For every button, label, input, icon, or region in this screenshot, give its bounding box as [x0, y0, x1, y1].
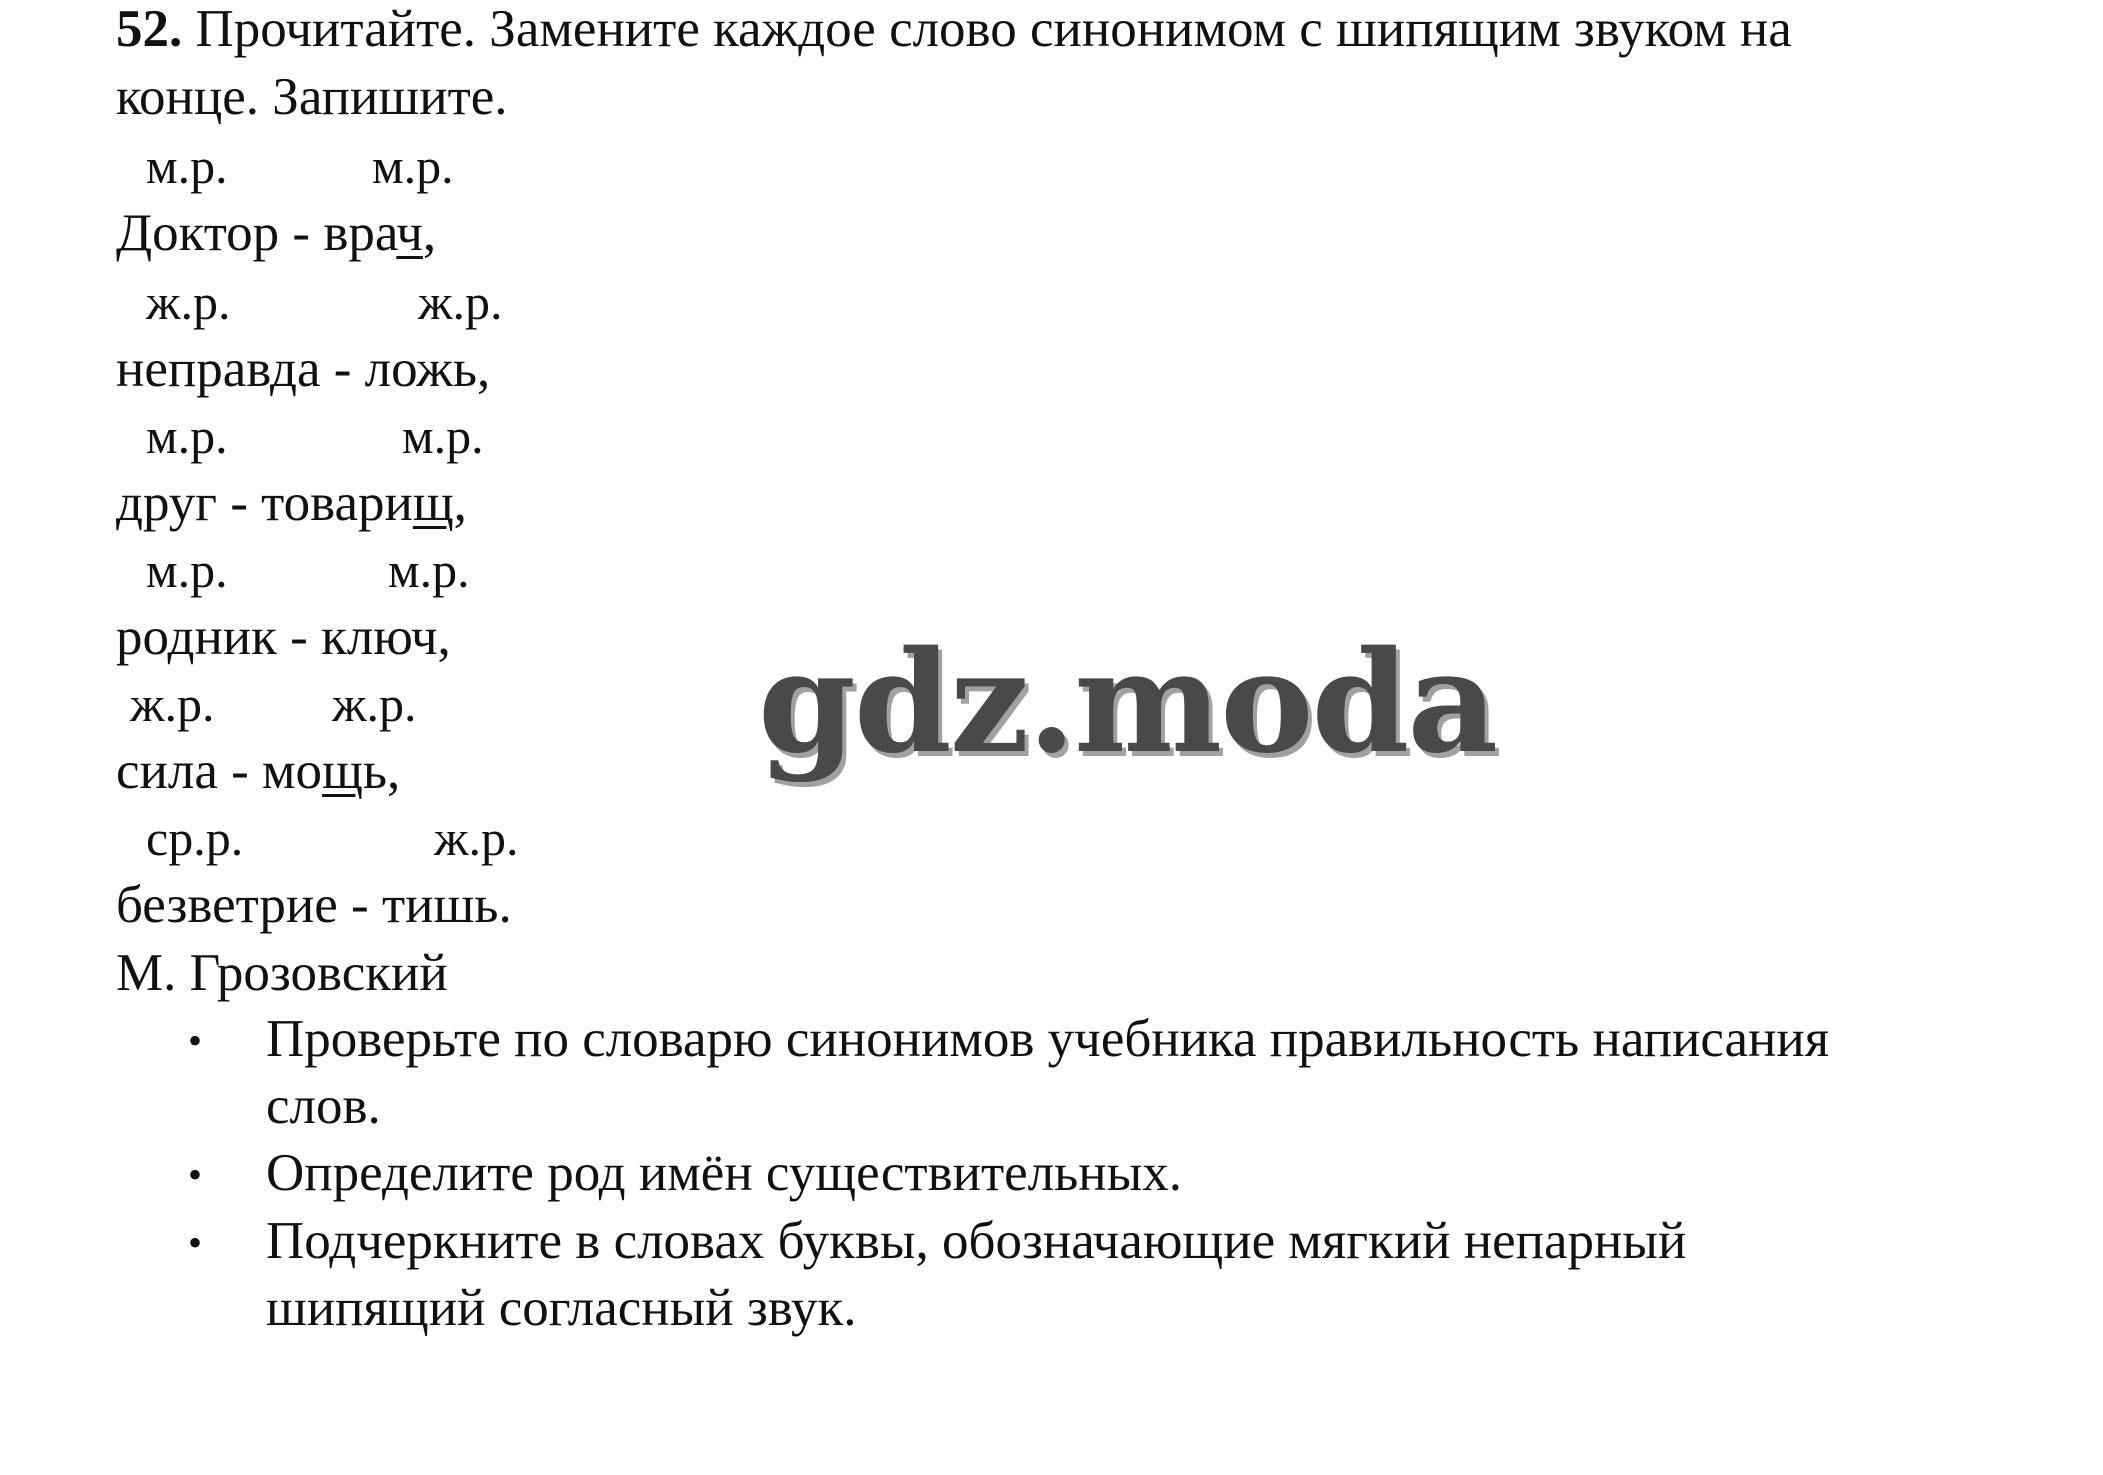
bullet-item: [266, 1208, 2046, 1342]
synonym-text: безветрие - тишь.: [116, 876, 512, 934]
gender-label: м.р.: [146, 408, 228, 464]
gender-label: ж.р.: [332, 676, 417, 732]
bullet-text-line: Подчеркните в словах буквы, обозначающие мягкий непарный: [266, 1212, 1687, 1270]
synonym-text: друг - товари: [116, 474, 413, 532]
task-heading: [116, 0, 1792, 62]
watermark-logo: gdz.moda: [758, 621, 1497, 785]
bullet-text-line: Определите род имён существительных.: [266, 1144, 1183, 1202]
bullet-item: [266, 1006, 2046, 1140]
bullet-item: [266, 1140, 2046, 1207]
synonym-pair: [116, 604, 451, 670]
gender-label: ж.р.: [418, 274, 503, 330]
gender-label: ж.р.: [434, 810, 519, 866]
synonym-text: родник - ключ,: [116, 608, 451, 666]
synonym-pair: [116, 470, 467, 536]
task-instruction-line-1: Прочитайте. Замените каждое слово синонимом с шипящим звуком на: [195, 0, 1792, 58]
synonym-pair: [116, 200, 436, 266]
bullet-icon: •: [188, 1152, 203, 1197]
synonym-text: Доктор - вра: [116, 204, 397, 262]
underlined-letter: щ: [322, 742, 363, 800]
gender-label: ср.р.: [146, 810, 244, 866]
underlined-letter: ч: [396, 204, 423, 262]
gender-label: м.р.: [372, 138, 454, 194]
bullet-text-line: слов.: [266, 1077, 381, 1135]
task-number: 52.: [116, 0, 183, 58]
synonym-pair: [116, 738, 400, 804]
gender-label: м.р.: [388, 542, 470, 598]
bullet-text-line: Проверьте по словарю синонимов учебника правильность написания: [266, 1010, 1830, 1068]
author: М. Грозовский: [116, 944, 448, 1002]
synonym-text-end: ,: [453, 474, 467, 532]
gender-label: м.р.: [146, 542, 228, 598]
synonym-pair: [116, 336, 490, 402]
gender-label: ж.р.: [130, 676, 215, 732]
bullet-icon: •: [188, 1220, 203, 1265]
underlined-letter: щ: [412, 474, 454, 532]
task-instruction-line-2: конце. Запишите.: [116, 68, 508, 126]
gender-label: м.р.: [402, 408, 484, 464]
gender-label: м.р.: [146, 138, 228, 194]
synonym-pair: [116, 872, 512, 938]
bullet-icon: •: [188, 1018, 203, 1063]
synonym-text-end: ь,: [362, 742, 401, 800]
gender-label: ж.р.: [146, 274, 231, 330]
synonym-text: неправда - ложь,: [116, 340, 491, 398]
synonym-text: сила - мо: [116, 742, 323, 800]
synonym-text-end: ,: [422, 204, 437, 262]
bullet-text-line: шипящий согласный звук.: [266, 1279, 857, 1337]
